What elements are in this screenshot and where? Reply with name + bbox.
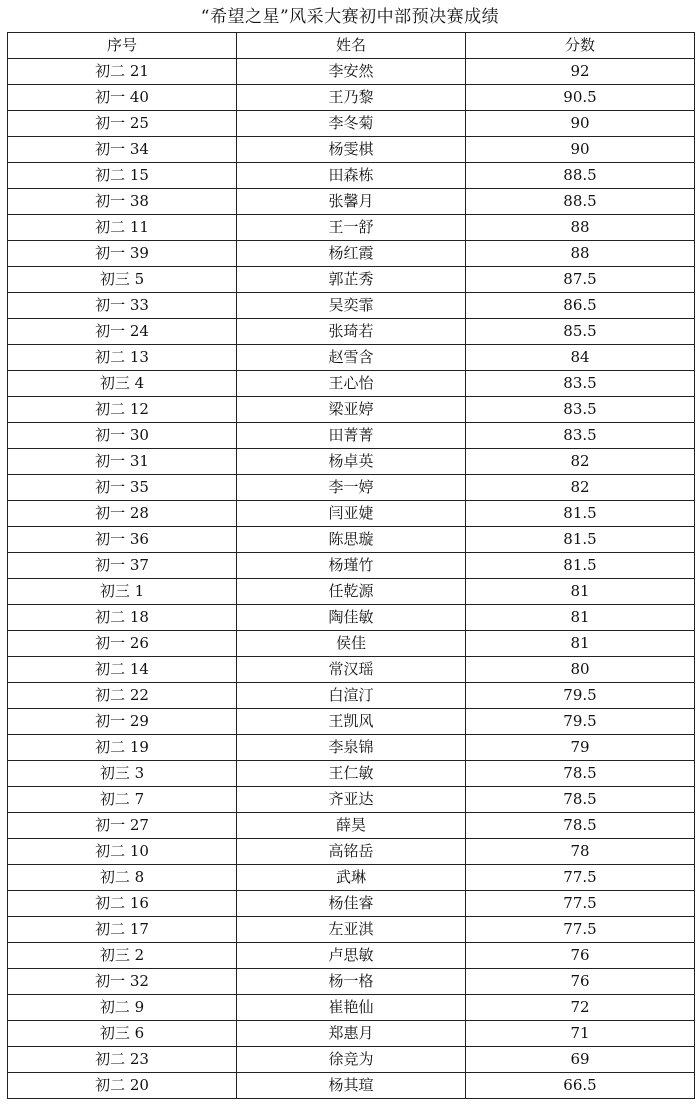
cell-score: 71: [466, 1021, 695, 1047]
cell-name: 梁亚婷: [237, 397, 466, 423]
cell-name: 杨雯棋: [237, 137, 466, 163]
table-row: [8, 1021, 695, 1047]
table-row: [8, 657, 695, 683]
cell-score: 72: [466, 995, 695, 1021]
table-row: [8, 709, 695, 735]
cell-number: 初二 8: [8, 865, 237, 891]
cell-name: 杨瑾竹: [237, 553, 466, 579]
cell-number: 初一 26: [8, 631, 237, 657]
cell-name: 陶佳敏: [237, 605, 466, 631]
cell-number: 初一 29: [8, 709, 237, 735]
cell-number: 初二 23: [8, 1047, 237, 1073]
cell-score: 82: [466, 449, 695, 475]
table-row: [8, 189, 695, 215]
table-row: [8, 1073, 695, 1099]
cell-score: 79.5: [466, 709, 695, 735]
table-row: [8, 813, 695, 839]
cell-number: 初二 19: [8, 735, 237, 761]
table-row: [8, 553, 695, 579]
cell-score: 69: [466, 1047, 695, 1073]
cell-score: 81.5: [466, 527, 695, 553]
cell-name: 王凯风: [237, 709, 466, 735]
cell-score: 90: [466, 137, 695, 163]
cell-number: 初三 1: [8, 579, 237, 605]
cell-score: 77.5: [466, 865, 695, 891]
table-row: [8, 137, 695, 163]
cell-score: 77.5: [466, 891, 695, 917]
table-row: [8, 735, 695, 761]
cell-name: 白渲汀: [237, 683, 466, 709]
cell-number: 初一 30: [8, 423, 237, 449]
cell-score: 88.5: [466, 189, 695, 215]
cell-name: 杨卓英: [237, 449, 466, 475]
cell-number: 初一 25: [8, 111, 237, 137]
cell-score: 79.5: [466, 683, 695, 709]
results-table: [7, 32, 695, 1099]
cell-name: 吴奕霏: [237, 293, 466, 319]
table-row: [8, 969, 695, 995]
cell-number: 初一 32: [8, 969, 237, 995]
cell-name: 闫亚婕: [237, 501, 466, 527]
cell-score: 82: [466, 475, 695, 501]
cell-number: 初一 31: [8, 449, 237, 475]
cell-name: 王乃黎: [237, 85, 466, 111]
cell-score: 81: [466, 605, 695, 631]
cell-number: 初三 6: [8, 1021, 237, 1047]
cell-number: 初一 28: [8, 501, 237, 527]
cell-name: 薛昊: [237, 813, 466, 839]
cell-name: 高铭岳: [237, 839, 466, 865]
table-row: [8, 943, 695, 969]
cell-score: 78.5: [466, 813, 695, 839]
cell-score: 76: [466, 969, 695, 995]
cell-number: 初一 38: [8, 189, 237, 215]
table-row: [8, 475, 695, 501]
page-title: “希望之星”风采大赛初中部预决赛成绩: [200, 7, 500, 27]
cell-number: 初三 2: [8, 943, 237, 969]
cell-score: 76: [466, 943, 695, 969]
cell-score: 84: [466, 345, 695, 371]
cell-name: 王心怡: [237, 371, 466, 397]
table-row: [8, 319, 695, 345]
cell-score: 79: [466, 735, 695, 761]
cell-number: 初二 9: [8, 995, 237, 1021]
cell-number: 初二 15: [8, 163, 237, 189]
table-row: [8, 683, 695, 709]
cell-score: 81.5: [466, 553, 695, 579]
column-header-name: 姓名: [237, 33, 466, 59]
table-row: [8, 761, 695, 787]
table-row: [8, 917, 695, 943]
table-row: [8, 345, 695, 371]
header-row: [8, 33, 695, 59]
cell-name: 杨佳睿: [237, 891, 466, 917]
cell-name: 崔艳仙: [237, 995, 466, 1021]
cell-score: 90: [466, 111, 695, 137]
cell-number: 初一 39: [8, 241, 237, 267]
column-header-number: 序号: [8, 33, 237, 59]
cell-number: 初三 4: [8, 371, 237, 397]
cell-score: 81: [466, 579, 695, 605]
cell-score: 81.5: [466, 501, 695, 527]
cell-score: 88.5: [466, 163, 695, 189]
cell-name: 田菁菁: [237, 423, 466, 449]
cell-number: 初二 20: [8, 1073, 237, 1099]
cell-score: 83.5: [466, 371, 695, 397]
cell-name: 李一婷: [237, 475, 466, 501]
table-row: [8, 995, 695, 1021]
cell-name: 陈思璇: [237, 527, 466, 553]
table-row: [8, 241, 695, 267]
cell-score: 77.5: [466, 917, 695, 943]
table-row: [8, 397, 695, 423]
cell-number: 初一 36: [8, 527, 237, 553]
column-header-score: 分数: [466, 33, 695, 59]
cell-name: 常汉瑶: [237, 657, 466, 683]
cell-score: 92: [466, 59, 695, 85]
cell-name: 徐竞为: [237, 1047, 466, 1073]
cell-score: 81: [466, 631, 695, 657]
cell-score: 87.5: [466, 267, 695, 293]
results-body: [8, 59, 695, 1099]
cell-number: 初一 33: [8, 293, 237, 319]
cell-score: 83.5: [466, 423, 695, 449]
cell-name: 侯佳: [237, 631, 466, 657]
table-row: [8, 215, 695, 241]
cell-number: 初三 5: [8, 267, 237, 293]
cell-name: 赵雪含: [237, 345, 466, 371]
cell-score: 90.5: [466, 85, 695, 111]
cell-number: 初二 11: [8, 215, 237, 241]
table-row: [8, 839, 695, 865]
cell-number: 初一 27: [8, 813, 237, 839]
cell-number: 初一 40: [8, 85, 237, 111]
table-row: [8, 423, 695, 449]
cell-name: 杨其瑄: [237, 1073, 466, 1099]
table-row: [8, 59, 695, 85]
table-row: [8, 371, 695, 397]
cell-number: 初二 22: [8, 683, 237, 709]
cell-number: 初二 14: [8, 657, 237, 683]
cell-number: 初二 10: [8, 839, 237, 865]
cell-name: 李泉锦: [237, 735, 466, 761]
cell-name: 杨红霞: [237, 241, 466, 267]
cell-number: 初二 18: [8, 605, 237, 631]
table-row: [8, 787, 695, 813]
cell-number: 初一 34: [8, 137, 237, 163]
cell-number: 初三 3: [8, 761, 237, 787]
table-row: [8, 527, 695, 553]
cell-score: 78: [466, 839, 695, 865]
cell-number: 初二 13: [8, 345, 237, 371]
cell-name: 王一舒: [237, 215, 466, 241]
cell-score: 78.5: [466, 787, 695, 813]
table-row: [8, 501, 695, 527]
table-row: [8, 293, 695, 319]
cell-number: 初一 24: [8, 319, 237, 345]
cell-number: 初一 37: [8, 553, 237, 579]
cell-name: 齐亚达: [237, 787, 466, 813]
cell-score: 88: [466, 241, 695, 267]
cell-number: 初二 21: [8, 59, 237, 85]
table-row: [8, 449, 695, 475]
cell-name: 郑惠月: [237, 1021, 466, 1047]
cell-name: 张馨月: [237, 189, 466, 215]
table-row: [8, 891, 695, 917]
cell-score: 83.5: [466, 397, 695, 423]
table-row: [8, 163, 695, 189]
cell-score: 66.5: [466, 1073, 695, 1099]
cell-name: 王仁敏: [237, 761, 466, 787]
table-row: [8, 631, 695, 657]
table-row: [8, 579, 695, 605]
cell-number: 初二 16: [8, 891, 237, 917]
cell-name: 杨一格: [237, 969, 466, 995]
cell-score: 88: [466, 215, 695, 241]
cell-score: 80: [466, 657, 695, 683]
cell-score: 78.5: [466, 761, 695, 787]
cell-number: 初二 12: [8, 397, 237, 423]
table-row: [8, 605, 695, 631]
cell-score: 85.5: [466, 319, 695, 345]
cell-name: 李冬菊: [237, 111, 466, 137]
cell-number: 初二 7: [8, 787, 237, 813]
cell-number: 初一 35: [8, 475, 237, 501]
cell-number: 初二 17: [8, 917, 237, 943]
cell-name: 郭芷秀: [237, 267, 466, 293]
table-row: [8, 267, 695, 293]
cell-name: 武琳: [237, 865, 466, 891]
cell-name: 卢思敏: [237, 943, 466, 969]
table-row: [8, 85, 695, 111]
cell-score: 86.5: [466, 293, 695, 319]
cell-name: 张琦若: [237, 319, 466, 345]
cell-name: 任乾源: [237, 579, 466, 605]
cell-name: 李安然: [237, 59, 466, 85]
table-row: [8, 111, 695, 137]
cell-name: 田森栋: [237, 163, 466, 189]
table-row: [8, 1047, 695, 1073]
cell-name: 左亚淇: [237, 917, 466, 943]
table-row: [8, 865, 695, 891]
